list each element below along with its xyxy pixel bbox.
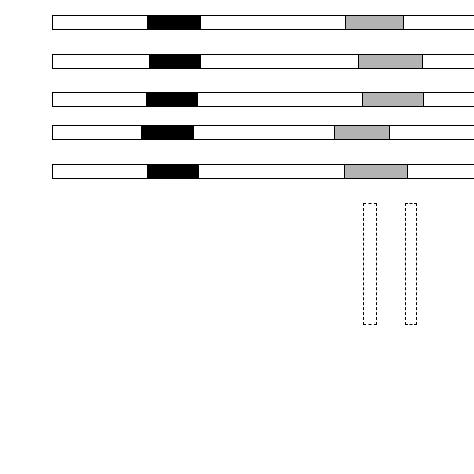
domain-bar <box>52 92 474 107</box>
domain-bar <box>52 54 474 69</box>
dashed-highlight-box <box>405 203 417 325</box>
domain-b-segment <box>147 16 201 29</box>
domain-d-segment <box>345 16 404 29</box>
domain-b-segment <box>149 55 201 68</box>
dashed-highlight-box <box>363 203 377 325</box>
domain-b-segment <box>141 126 194 139</box>
domain-bar <box>52 164 474 179</box>
domain-bar <box>52 125 474 140</box>
domain-b-segment <box>146 93 198 106</box>
domain-bar <box>52 15 474 30</box>
domain-d-segment <box>358 55 423 68</box>
domain-d-segment <box>344 165 408 178</box>
domain-d-segment <box>334 126 390 139</box>
domain-d-segment <box>362 93 424 106</box>
domain-b-segment <box>147 165 199 178</box>
